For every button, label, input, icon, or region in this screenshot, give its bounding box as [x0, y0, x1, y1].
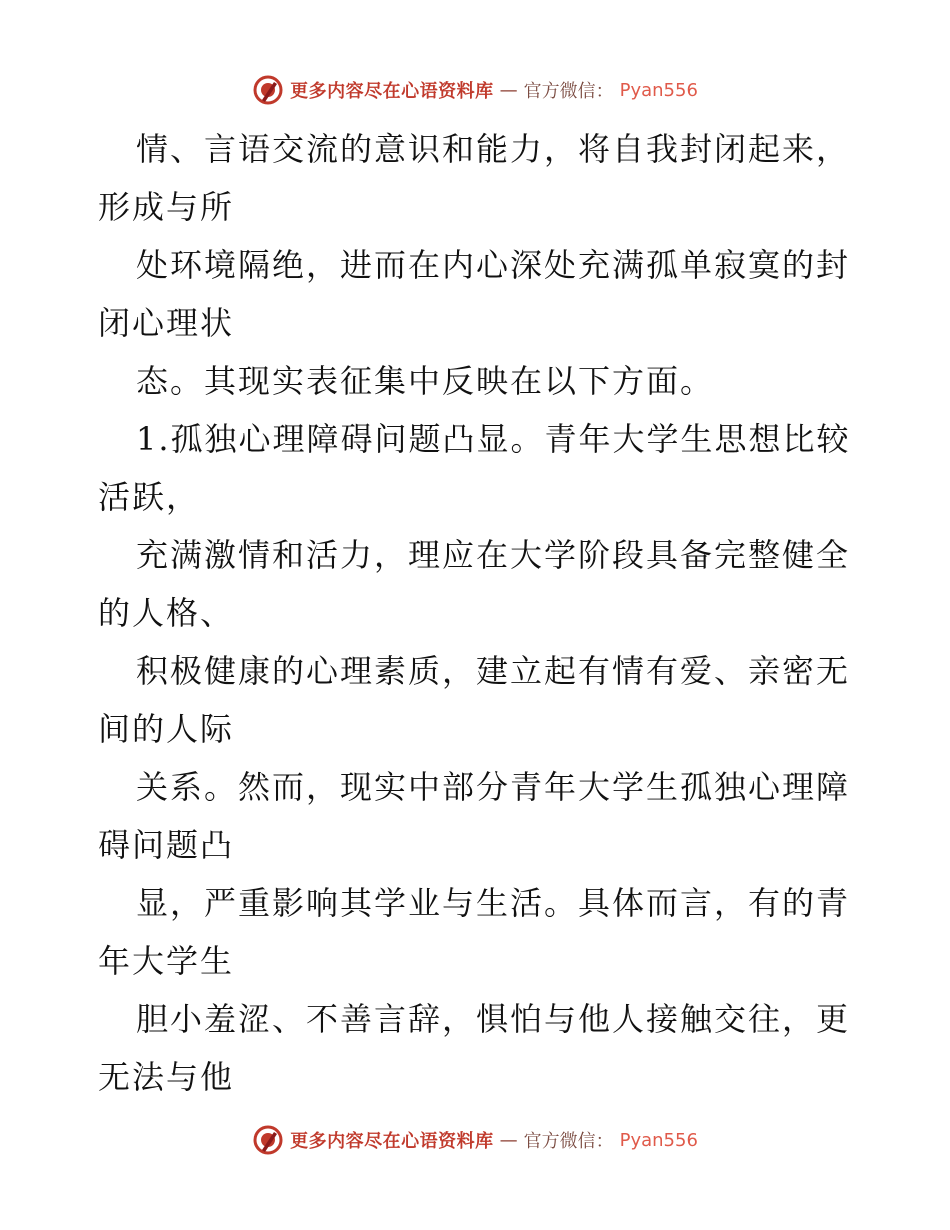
text-line: 态。其现实表征集中反映在以下方面。 [136, 362, 715, 400]
pen-circle-logo-icon [252, 74, 284, 106]
text-line: 积极健康的心理素质，建立起有情有爱、亲密无 [136, 652, 851, 690]
banner-wechat-label: 官方微信： [523, 1131, 614, 1152]
text-line: 无法与他 [98, 1058, 235, 1096]
banner-wechat-id: Pyan556 [619, 1129, 698, 1151]
text-line: 的人格、 [98, 594, 235, 632]
text-line: 碍问题凸 [98, 826, 235, 864]
text-line: 间的人际 [98, 710, 235, 748]
banner-wechat-label: 官方微信： [523, 81, 614, 102]
text-line: 处环境隔绝，进而在内心深处充满孤单寂寞的封 [136, 246, 851, 284]
header-banner [0, 70, 950, 110]
banner-dash: — [499, 1129, 518, 1151]
text-line: 胆小羞涩、不善言辞，惧怕与他人接触交往，更 [136, 1000, 851, 1038]
text-line: 充满激情和活力，理应在大学阶段具备完整健全 [136, 536, 851, 574]
text-line: 闭心理状 [98, 304, 235, 342]
text-line: 1.孤独心理障碍问题凸显。青年大学生思想比较 [136, 420, 851, 458]
text-line: 年大学生 [98, 942, 235, 980]
text-line: 显，严重影响其学业与生活。具体而言，有的青 [136, 884, 851, 922]
banner-main-text: 更多内容尽在心语资料库 [290, 81, 494, 102]
banner-main-text: 更多内容尽在心语资料库 [290, 1131, 494, 1152]
text-line: 活跃， [98, 478, 201, 516]
banner-wechat-id: Pyan556 [619, 79, 698, 101]
text-line: 关系。然而，现实中部分青年大学生孤独心理障 [136, 768, 851, 806]
banner-dash: — [499, 79, 518, 101]
footer-banner [0, 1120, 950, 1160]
pen-circle-logo-icon [252, 1124, 284, 1156]
text-line: 情、言语交流的意识和能力，将自我封闭起来， [136, 130, 851, 168]
text-line: 形成与所 [98, 188, 235, 226]
document-body [98, 120, 858, 1106]
